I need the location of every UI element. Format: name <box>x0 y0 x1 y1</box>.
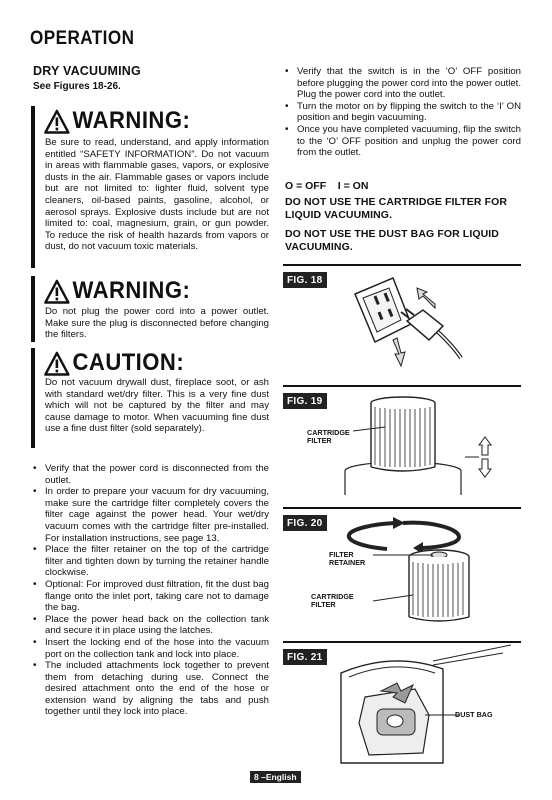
caution-title-text: CAUTION: <box>72 349 185 376</box>
warning-text: Do not plug the power cord into a power outlet. Make sure the plug is disconnected before changing the filters. <box>45 306 269 341</box>
warning-title-text: WARNING: <box>72 277 191 304</box>
callout-filter-retainer: FILTER RETAINER <box>329 550 366 567</box>
warning-bar <box>31 276 35 342</box>
figure-21 <box>283 641 521 767</box>
warning-title <box>44 278 190 304</box>
figure-label: FIG. 18 <box>283 272 327 288</box>
warning-text: Be sure to read, understand, and apply information entitled “SAFETY INFORMATION”. Do not vacuum in areas with flammable gases, vapors, or explosive dusts in the air. Flammable gases or vapors include but are not limited to: lighter fluid, solvent type cleaners, oil-based paints, gasoline, alcohol, or aerosol sprays. Explosive dusts include but are not limited to: coal, magnesium, grain, or gun powder. To reduce the risk of health hazards from vapors or dust, do not vacuum toxic materials. <box>45 137 269 253</box>
caution-bar <box>31 348 35 448</box>
callout-cartridge-filter: CARTRIDGE FILTER <box>307 428 350 445</box>
figure-label: FIG. 20 <box>283 515 327 531</box>
list-item: • Once you have completed vacuuming, flip the switch to the ‘O’ OFF position and unplug the power cord from the outlet. <box>283 124 521 159</box>
page-heading: OPERATION <box>30 28 135 49</box>
callout-dust-bag: DUST BAG <box>455 710 493 719</box>
see-figures-note: See Figures 18-26. <box>33 81 121 92</box>
list-item: • Place the filter retainer on the top of the cartridge filter and tighten down by turning the retainer handle clockwise. <box>31 544 269 579</box>
liquid-note-dust-bag: DO NOT USE THE DUST BAG FOR LIQUID VACUUMING. <box>285 228 499 253</box>
caution-title <box>44 350 184 376</box>
list-item: • Turn the motor on by flipping the switch to the ‘I’ ON position and begin vacuuming. <box>283 101 521 124</box>
left-instructions-list <box>31 463 269 718</box>
plug-outlet-illustration <box>283 266 521 382</box>
list-item: • In order to prepare your vacuum for dry vacuuming, make sure the cartridge filter completely covers the filter cage against the power head. Your wet/dry vacuum comes with the cartridge filter pre-installed. For installation instructions, see page 13. <box>31 486 269 544</box>
section-title: DRY VACUUMING <box>33 64 141 78</box>
list-item: • Insert the locking end of the hose into the vacuum port on the collection tank and lock into place. <box>31 637 269 660</box>
dust-bag-illustration <box>283 643 521 765</box>
figure-18 <box>283 264 521 384</box>
figure-label: FIG. 21 <box>283 649 327 665</box>
list-item: • The included attachments lock together to prevent them from detaching during use. Connect the desired attachment onto the end of the hose or extension wand by aligning the tabs and push together until they lock into place. <box>31 660 269 718</box>
callout-cartridge-filter: CARTRIDGE FILTER <box>311 592 354 609</box>
list-item: • Verify that the power cord is disconnected from the outlet. <box>31 463 269 486</box>
warning-title <box>44 108 190 134</box>
warning-triangle-icon <box>44 109 70 134</box>
cartridge-filter-illustration <box>283 387 521 503</box>
list-item: • Optional: For improved dust filtration, fit the dust bag flange onto the inlet port, taking care not to damage the bag. <box>31 579 269 614</box>
figure-label: FIG. 19 <box>283 393 327 409</box>
page-number: 8 –English <box>250 771 301 783</box>
list-item: • Place the power head back on the collection tank and secure it in place using the latches. <box>31 614 269 637</box>
switch-legend: O = OFF I = ON <box>285 180 369 192</box>
warning-bar <box>31 106 35 268</box>
figure-19 <box>283 385 521 505</box>
caution-triangle-icon <box>44 351 70 376</box>
liquid-note-cartridge: DO NOT USE THE CARTRIDGE FILTER FOR LIQUID VACUUMING. <box>285 196 508 221</box>
warning-triangle-icon <box>44 279 70 304</box>
figure-20 <box>283 507 521 639</box>
list-item: • Verify that the switch is in the ‘O’ OFF position before plugging the power cord into the power outlet. Plug the power cord into the outlet. <box>283 66 521 101</box>
caution-text: Do not vacuum drywall dust, fireplace soot, or ash with standard wet/dry filter. This is a very fine dust which will not be captured by the filter and may cause damage to motor. When vacuuming fine dust use a fine dust filter (sold separately). <box>45 377 269 435</box>
warning-title-text: WARNING: <box>72 107 191 134</box>
filter-retainer-illustration <box>283 509 521 637</box>
right-instructions-list <box>283 66 521 159</box>
